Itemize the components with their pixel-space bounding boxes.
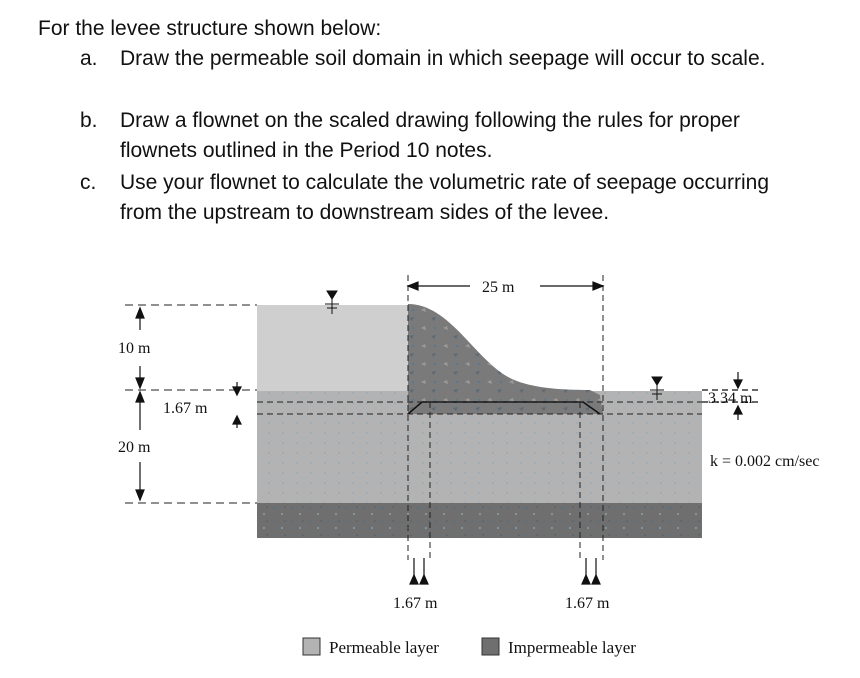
dim-cutoff-right-label: 1.67 m [565, 595, 610, 612]
item-letter: a. [80, 47, 98, 70]
dim-downstream-334-label: 3.34 m [708, 390, 753, 407]
dim-cutoff-left-label: 1.67 m [393, 595, 438, 612]
item-text: Use your flownet to calculate the volumetric rate of seepage occurring from the upstream to downstream sides of the levee. [120, 171, 770, 224]
item-letter: b. [80, 109, 98, 132]
dim-25m-label: 25 m [482, 279, 515, 296]
legend-impermeable-label: Impermeable layer [508, 638, 636, 657]
dim-cutoff-left-arrows [410, 558, 428, 584]
dim-upstream-167-label: 1.67 m [163, 400, 208, 417]
dim-10m-label: 10 m [118, 340, 151, 357]
item-text: Draw a flownet on the scaled drawing following the rules for proper flownets outlined in the Period 10 notes. [120, 109, 740, 162]
upstream-water [257, 305, 408, 391]
levee-texture [408, 304, 603, 414]
question-title: For the levee structure shown below: [38, 17, 382, 40]
dim-upstream-167-arrows [233, 382, 241, 428]
dim-20m-label: 20 m [118, 439, 151, 456]
dim-cutoff-right-arrows [582, 558, 600, 584]
item-letter: c. [80, 171, 97, 194]
impermeable-texture [257, 503, 702, 538]
legend-impermeable-swatch [482, 638, 499, 655]
item-text: Draw the permeable soil domain in which seepage will occur to scale. [120, 47, 766, 70]
permeability-label: k = 0.002 cm/sec [710, 453, 820, 470]
legend-permeable-label: Permeable layer [329, 638, 439, 657]
legend-permeable-swatch [303, 638, 320, 655]
